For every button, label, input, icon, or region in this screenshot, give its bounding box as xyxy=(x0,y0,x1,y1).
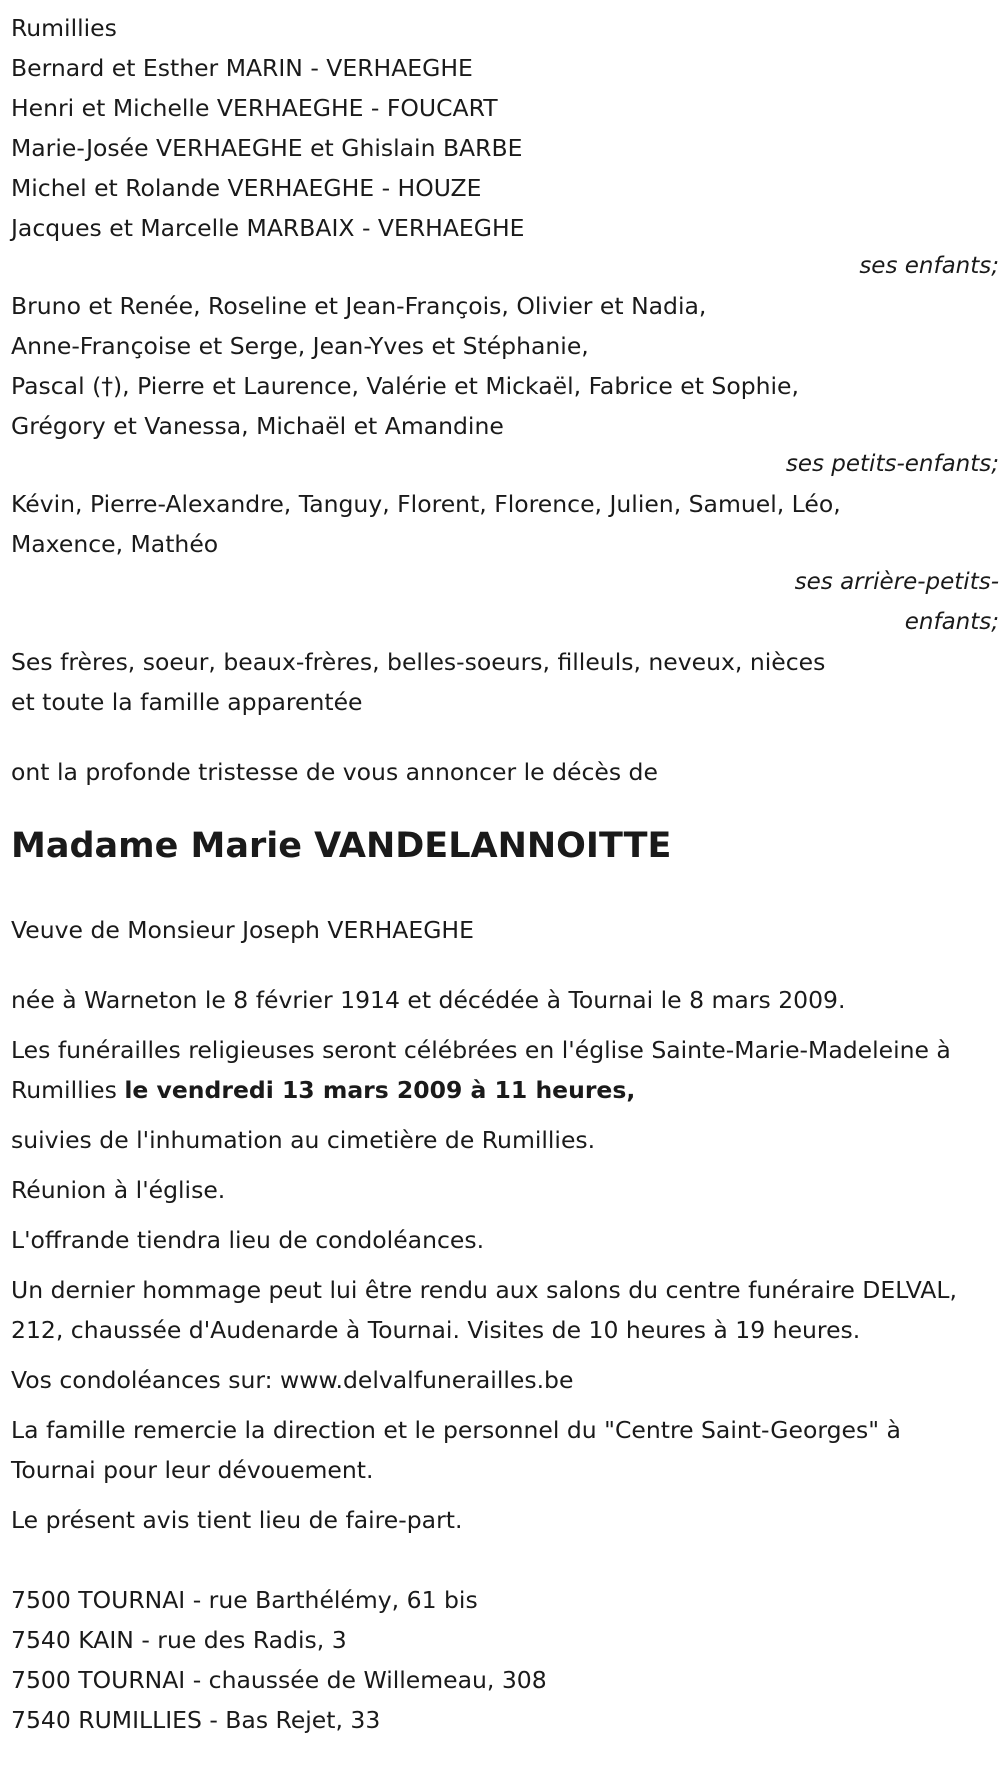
funeral-paragraph xyxy=(11,1030,991,1110)
great-grandchildren-role-text: ses arrière-petits-enfants; xyxy=(794,569,999,635)
details-section xyxy=(11,980,996,1540)
spacer xyxy=(11,722,996,752)
notice-text: Le présent avis tient lieu de faire-part. xyxy=(11,1506,463,1534)
condolences-paragraph xyxy=(11,1360,991,1400)
child-line: Henri et Michelle VERHAEGHE - FOUCART xyxy=(11,94,498,122)
spacer xyxy=(11,950,996,980)
family-section xyxy=(11,642,996,722)
grandchildren-line: Anne-Françoise et Serge, Jean-Yves et Stéphanie, xyxy=(11,332,589,360)
funeral-date: le vendredi 13 mars 2009 à 11 heures, xyxy=(124,1076,636,1104)
address-line: 7500 TOURNAI - rue Barthélémy, 61 bis xyxy=(11,1586,478,1614)
spacer xyxy=(11,870,996,910)
homage-text: Un dernier hommage peut lui être rendu aux salons du centre funéraire DELVAL, 212, chaussée d'Audenarde à Tournai. Visites de 10 heures à 19 heures. xyxy=(11,1276,957,1344)
grandchildren-line: Pascal (†), Pierre et Laurence, Valérie et Mickaël, Fabrice et Sophie, xyxy=(11,372,799,400)
burial-text: suivies de l'inhumation au cimetière de Rumillies. xyxy=(11,1126,596,1154)
deceased-name: Madame Marie VANDELANNOITTE xyxy=(11,826,672,866)
child-line: Jacques et Marcelle MARBAIX - VERHAEGHE xyxy=(11,214,525,242)
great-grandchildren-line: Maxence, Mathéo xyxy=(11,530,219,558)
place-line: Rumillies xyxy=(11,14,117,42)
meeting-text: Réunion à l'église. xyxy=(11,1176,226,1204)
children-role-label: ses enfants; xyxy=(859,253,999,279)
child-line: Bernard et Esther MARIN - VERHAEGHE xyxy=(11,54,473,82)
address-line: 7500 TOURNAI - chaussée de Willemeau, 308 xyxy=(11,1666,547,1694)
great-grandchildren-section xyxy=(11,484,999,642)
funeral-text: Les funérailles religieuses seront célébrées en l'église Sainte-Marie-Madeleine à Rumillies xyxy=(11,1036,951,1104)
family-line: Ses frères, soeur, beaux-frères, belles-soeurs, filleuls, neveux, nièces xyxy=(11,648,826,676)
obituary-content xyxy=(11,8,999,1740)
thanks-text: La famille remercie la direction et le personnel du "Centre Saint-Georges" à Tournai pour leur dévouement. xyxy=(11,1416,901,1484)
announcement-text: ont la profonde tristesse de vous annoncer le décès de xyxy=(11,758,658,786)
child-line: Michel et Rolande VERHAEGHE - HOUZE xyxy=(11,174,482,202)
birth-death-text: née à Warneton le 8 février 1914 et décédée à Tournai le 8 mars 2009. xyxy=(11,986,846,1014)
spacer xyxy=(11,1550,996,1580)
family-line: et toute la famille apparentée xyxy=(11,688,363,716)
condolences-site-link[interactable]: www.delvalfunerailles.be xyxy=(280,1366,574,1394)
addresses-section xyxy=(11,1580,996,1740)
grandchildren-line: Grégory et Vanessa, Michaël et Amandine xyxy=(11,412,504,440)
child-line: Marie-Josée VERHAEGHE et Ghislain BARBE xyxy=(11,134,523,162)
condolences-label: Vos condoléances sur: xyxy=(11,1366,273,1394)
children-section xyxy=(11,8,999,286)
grandchildren-role-label: ses petits-enfants; xyxy=(785,451,999,477)
address-line: 7540 KAIN - rue des Radis, 3 xyxy=(11,1626,347,1654)
great-grandchildren-role-label xyxy=(11,562,999,642)
address-line: 7540 RUMILLIES - Bas Rejet, 33 xyxy=(11,1706,381,1734)
spacer xyxy=(11,792,996,822)
great-grandchildren-line: Kévin, Pierre-Alexandre, Tanguy, Florent, Florence, Julien, Samuel, Léo, xyxy=(11,490,841,518)
offering-text: L'offrande tiendra lieu de condoléances. xyxy=(11,1226,485,1254)
widow-of-text: Veuve de Monsieur Joseph VERHAEGHE xyxy=(11,916,474,944)
grandchildren-section xyxy=(11,286,999,484)
grandchildren-line: Bruno et Renée, Roseline et Jean-François, Olivier et Nadia, xyxy=(11,292,707,320)
